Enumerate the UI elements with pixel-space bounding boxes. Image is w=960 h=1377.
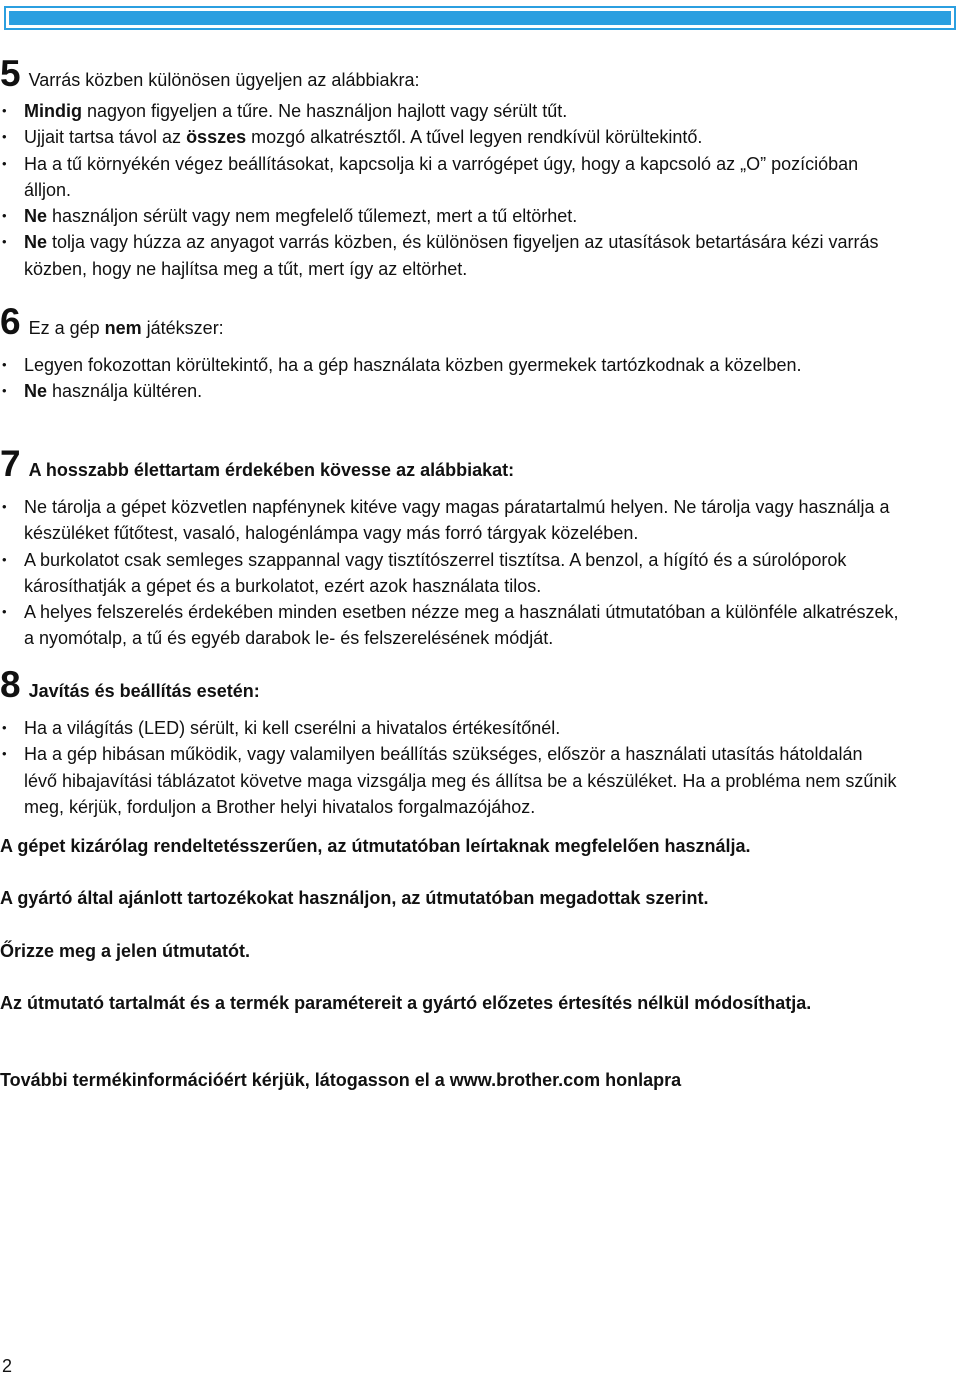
section-title: Javítás és beállítás esetén:	[28, 681, 260, 701]
bullet-list	[0, 494, 900, 652]
section-7	[0, 444, 900, 652]
section-title: A hosszabb élettartam érdekében kövesse az alábbiakat:	[28, 460, 515, 480]
section-7-heading	[0, 444, 900, 484]
section-8-heading	[0, 665, 900, 705]
page-number: 2	[2, 1356, 13, 1376]
list-item: • Ujjait tartsa távol az összes mozgó alkatrésztől. A tűvel legyen rendkívül körültekintő.	[0, 124, 900, 150]
section-number: 8	[0, 664, 21, 705]
list-item: • Ha a tű környékén végez beállításokat, kapcsolja ki a varrógépet úgy, hogy a kapcsoló az „O” pozícióban álljon.	[0, 151, 900, 204]
list-item: • Legyen fokozottan körültekintő, ha a gép használata közben gyermekek tartózkodnak a közelben.	[0, 352, 900, 378]
notice-change-without-notice: Az útmutató tartalmát és a termék paramétereit a gyártó előzetes értesítés nélkül módosíthatja.	[0, 993, 812, 1013]
list-item: • Ne tolja vagy húzza az anyagot varrás közben, és különösen figyeljen az utasítások betartására kézi varrás közben, hogy ne hajlítsa meg a tűt, mert így az eltörhet.	[0, 229, 900, 282]
list-item: • Mindig nagyon figyeljen a tűre. Ne használjon hajlott vagy sérült tűt.	[0, 98, 900, 124]
notice-website: További termékinformációért kérjük, látogasson el a www.brother.com honlapra	[0, 1070, 682, 1090]
list-item: • Ha a világítás (LED) sérült, ki kell cserélni a hivatalos értékesítőnél.	[0, 715, 900, 741]
section-number: 7	[0, 443, 21, 484]
notice-accessories: A gyártó által ajánlott tartozékokat használjon, az útmutatóban megadottak szerint.	[0, 888, 709, 908]
notice-keep-manual: Őrizze meg a jelen útmutatót.	[0, 941, 251, 961]
section-8	[0, 665, 900, 820]
section-number: 5	[0, 53, 21, 94]
list-item: • Ne használjon sérült vagy nem megfelelő tűlemezt, mert a tű eltörhet.	[0, 203, 900, 229]
bullet-list	[0, 98, 900, 282]
section-title: Varrás közben különösen ügyeljen az alábbiakra:	[28, 70, 420, 90]
bullet-list	[0, 352, 900, 405]
section-number: 6	[0, 301, 21, 342]
list-item: • A burkolatot csak semleges szappannal vagy tisztítószerrel tisztítsa. A benzol, a hígító és a súrolóporok károsíthatják a gépet és a burkolatot, ezért azok használata tilos.	[0, 547, 900, 600]
list-item: • Ha a gép hibásan működik, vagy valamilyen beállítás szükséges, először a használati utasítás hátoldalán lévő hibajavítási táblázatot követve maga vizsgálja meg és állítsa be a készüléket. Ha a probléma nem szűnik meg, kérjük, forduljon a Brother helyi hivatalos forgalmazójához.	[0, 741, 900, 820]
section-5	[0, 54, 900, 282]
section-title: Ez a gép nem játékszer:	[28, 318, 224, 338]
section-5-heading	[0, 54, 900, 94]
section-6	[0, 302, 900, 405]
bullet-list	[0, 715, 900, 820]
section-6-heading	[0, 302, 900, 342]
notice-intended-use: A gépet kizárólag rendeltetésszerűen, az útmutatóban leírtaknak megfelelően használja.	[0, 836, 751, 856]
list-item: • Ne használja kültéren.	[0, 378, 900, 404]
list-item: • A helyes felszerelés érdekében minden esetben nézze meg a használati útmutatóban a különféle alkatrészek, a nyomótalp, a tű és egyéb darabok le- és felszerelésének módját.	[0, 599, 900, 652]
list-item: • Ne tárolja a gépet közvetlen napfénynek kitéve vagy magas páratartalmú helyen. Ne tárolja vagy használja a készüléket fűtőtest, vasaló, halogénlámpa vagy más forró tárgyak közelében.	[0, 494, 900, 547]
header-accent-bar	[4, 6, 956, 30]
